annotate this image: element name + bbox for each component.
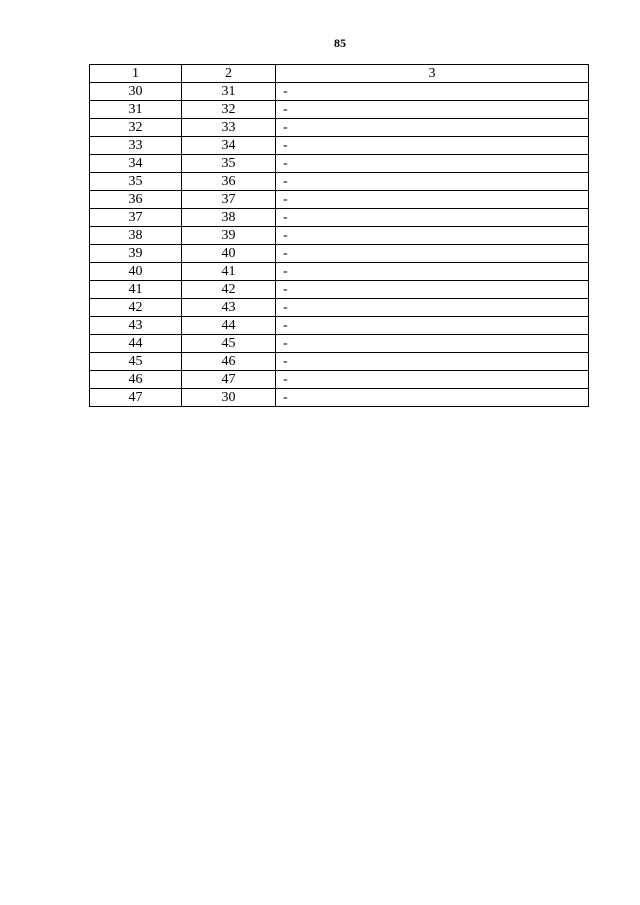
table-header-row xyxy=(90,65,589,83)
table-row xyxy=(90,263,589,281)
table-cell: - xyxy=(276,191,589,209)
table-cell: - xyxy=(276,299,589,317)
table-cell: - xyxy=(276,245,589,263)
table-cell: 41 xyxy=(90,281,182,299)
table-cell: 36 xyxy=(90,191,182,209)
table-cell: 31 xyxy=(90,101,182,119)
table-cell: 44 xyxy=(182,317,276,335)
table-cell: 36 xyxy=(182,173,276,191)
column-header-1: 1 xyxy=(90,65,182,83)
table-cell: 35 xyxy=(90,173,182,191)
table-row xyxy=(90,227,589,245)
table-cell: 44 xyxy=(90,335,182,353)
table-row xyxy=(90,155,589,173)
table-cell: - xyxy=(276,173,589,191)
table-cell: 40 xyxy=(90,263,182,281)
table-cell: - xyxy=(276,83,589,101)
table-row xyxy=(90,317,589,335)
table-cell: 33 xyxy=(90,137,182,155)
table-cell: 43 xyxy=(182,299,276,317)
table-cell: 47 xyxy=(90,389,182,407)
table-cell: - xyxy=(276,353,589,371)
table-row xyxy=(90,137,589,155)
table-row xyxy=(90,83,589,101)
table-cell: - xyxy=(276,371,589,389)
table-row xyxy=(90,173,589,191)
table-cell: - xyxy=(276,137,589,155)
table-row xyxy=(90,299,589,317)
table-cell: - xyxy=(276,317,589,335)
table-cell: 38 xyxy=(90,227,182,245)
table-cell: 37 xyxy=(182,191,276,209)
table-cell: - xyxy=(276,263,589,281)
table-cell: 38 xyxy=(182,209,276,227)
table-cell: 39 xyxy=(182,227,276,245)
column-header-2: 2 xyxy=(182,65,276,83)
table-cell: 39 xyxy=(90,245,182,263)
table-cell: 31 xyxy=(182,83,276,101)
table-row xyxy=(90,209,589,227)
table-cell: 45 xyxy=(90,353,182,371)
table-cell: - xyxy=(276,389,589,407)
table-cell: 34 xyxy=(182,137,276,155)
table-cell: - xyxy=(276,281,589,299)
table-cell: 45 xyxy=(182,335,276,353)
table-row xyxy=(90,389,589,407)
data-table xyxy=(89,64,589,407)
table-cell: 30 xyxy=(90,83,182,101)
table-cell: 34 xyxy=(90,155,182,173)
table-cell: 42 xyxy=(182,281,276,299)
table-row xyxy=(90,245,589,263)
table-cell: 42 xyxy=(90,299,182,317)
table-cell: - xyxy=(276,227,589,245)
table-cell: 47 xyxy=(182,371,276,389)
table-row xyxy=(90,371,589,389)
table-cell: 33 xyxy=(182,119,276,137)
table-cell: 35 xyxy=(182,155,276,173)
table-cell: - xyxy=(276,209,589,227)
column-header-3: 3 xyxy=(276,65,589,83)
table-row xyxy=(90,191,589,209)
table-row xyxy=(90,353,589,371)
table-cell: 32 xyxy=(182,101,276,119)
table-cell: 30 xyxy=(182,389,276,407)
table-row xyxy=(90,101,589,119)
table-cell: 32 xyxy=(90,119,182,137)
table-cell: - xyxy=(276,155,589,173)
table-row xyxy=(90,335,589,353)
table-cell: 46 xyxy=(90,371,182,389)
table-cell: 41 xyxy=(182,263,276,281)
table-row xyxy=(90,281,589,299)
table-cell: 37 xyxy=(90,209,182,227)
table-cell: 46 xyxy=(182,353,276,371)
table-cell: - xyxy=(276,101,589,119)
page-number: 85 xyxy=(334,36,346,50)
table-row xyxy=(90,119,589,137)
table-cell: - xyxy=(276,119,589,137)
table-cell: 40 xyxy=(182,245,276,263)
table-cell: - xyxy=(276,335,589,353)
table-cell: 43 xyxy=(90,317,182,335)
